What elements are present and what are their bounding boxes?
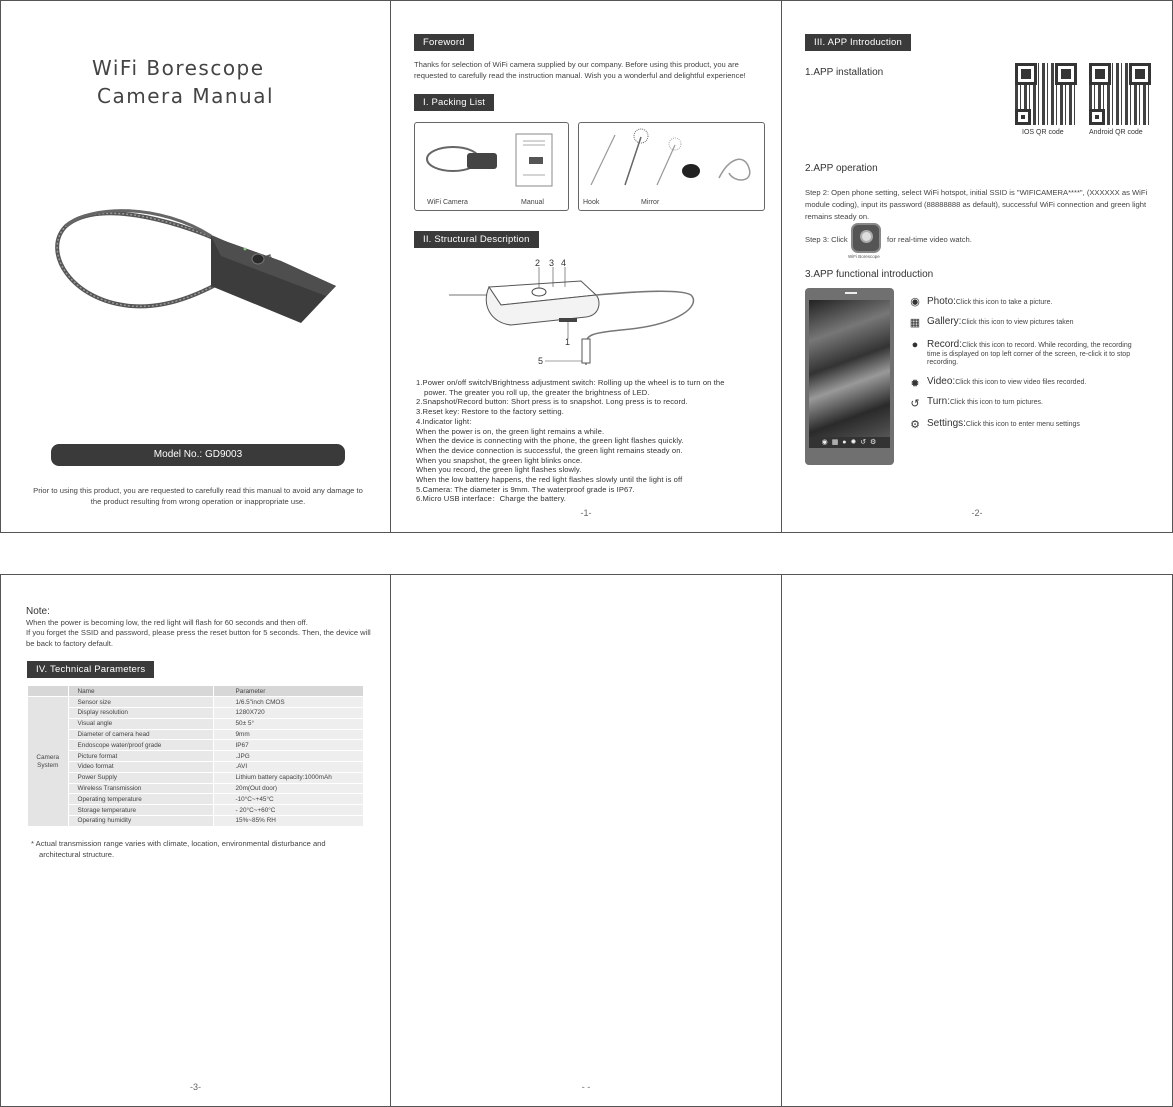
function-desc: Click this icon to take a picture. <box>955 299 1053 306</box>
diagram-label-1: 1 <box>565 337 571 347</box>
table-row <box>28 772 364 783</box>
packing-item-manual: Manual <box>521 199 544 206</box>
instruction-line: power. The greater you roll up, the greater the brightness of LED. <box>424 387 650 397</box>
table-cell: Display resolution <box>68 708 213 719</box>
table-cell: 9mm <box>213 729 364 740</box>
function-name: Turn: <box>927 396 950 407</box>
table-header-row <box>28 686 364 697</box>
table-cell: Power Supply <box>68 772 213 783</box>
table-row <box>28 816 364 827</box>
cover-disclaimer: Prior to using this product, you are requested to carefully read this manual to avoid any damage to the product resulting from wrong operation or inappropriate use. <box>33 486 363 506</box>
step-3-prefix: Step 3: Click <box>805 235 848 244</box>
android-qr-label: Android QR code <box>1089 129 1143 136</box>
table-cell: .AVI <box>213 762 364 773</box>
gallery-icon: ▦ <box>909 317 921 329</box>
page-5-blank <box>781 574 1173 1107</box>
model-number-badge <box>51 444 345 466</box>
page-2 <box>781 0 1173 533</box>
app-install-heading: 1.APP installation <box>805 67 884 78</box>
diagram-label-4: 4 <box>561 258 567 268</box>
instruction-line: When the power is on, the green light remains a while. <box>416 426 605 436</box>
diagram-label-2: 2 <box>535 258 541 268</box>
structural-title: II. Structural Description <box>414 231 539 248</box>
camera-icon: ◉ <box>910 296 920 308</box>
note-heading: Note: <box>26 606 50 617</box>
table-header-cell: Parameter <box>213 686 364 697</box>
table-cell: Diameter of camera head <box>68 729 213 740</box>
function-name: Record: <box>927 339 963 350</box>
table-cell: Wireless Transmission <box>68 783 213 794</box>
function-desc: Click this icon to view pictures taken <box>961 319 1074 326</box>
ios-qr-code <box>1015 63 1077 125</box>
instruction-line: 3.Reset key: Restore to the factory setting. <box>416 407 564 417</box>
table-row <box>28 697 364 708</box>
table-cell: Picture format <box>68 751 213 762</box>
foreword-title: Foreword <box>414 34 474 51</box>
function-desc: Click this icon to view video files recorded. <box>955 379 1087 386</box>
function-desc: Click this icon to enter menu settings <box>965 421 1080 428</box>
function-turn <box>927 398 1043 408</box>
packing-box-1 <box>414 122 569 211</box>
table-row <box>28 718 364 729</box>
app-functional-heading: 3.APP functional introduction <box>805 269 934 280</box>
instruction-line: 2.Snapshot/Record button: Short press is to snapshot. Long press is to record. <box>416 397 688 407</box>
function-record <box>927 341 1137 368</box>
step-3-suffix: for real-time video watch. <box>887 235 972 244</box>
table-row <box>28 794 364 805</box>
function-video <box>927 378 1086 388</box>
function-settings <box>927 420 1080 430</box>
table-row <box>28 729 364 740</box>
table-group-label: Camera System <box>28 697 68 827</box>
function-gallery <box>927 318 1074 328</box>
table-cell: Lithium battery capacity:1000mAh <box>213 772 364 783</box>
phone-toolbar: ◉ ▦ ● ✹ ↺ ⚙ <box>809 437 890 448</box>
function-name: Video: <box>927 376 956 387</box>
table-header-cell: Name <box>68 686 213 697</box>
borescope-camera-image <box>41 186 341 331</box>
function-desc: Click this icon to record. While recording, the recording time is displayed on top left corner of the screen, re-click it to stop recording. <box>927 342 1132 366</box>
accessories-thumbnail <box>579 123 764 198</box>
packing-item-camera: WiFi Camera <box>427 199 468 206</box>
table-row <box>28 740 364 751</box>
page-number: -3- <box>190 1082 201 1092</box>
instruction-line: When you record, the green light flashes slowly. <box>416 465 582 475</box>
function-name: Photo: <box>927 296 956 307</box>
instruction-line: When the low battery happens, the red light flashes slowly until the light is off <box>416 475 683 485</box>
app-icon-caption: WiFi Borescope <box>848 254 880 259</box>
table-cell: Operating temperature <box>68 794 213 805</box>
table-cell: Storage temperature <box>68 805 213 816</box>
table-cell: .JPG <box>213 751 364 762</box>
table-cell: 20m(Out door) <box>213 783 364 794</box>
page-1 <box>390 0 782 533</box>
record-icon: ● <box>911 339 919 351</box>
table-row <box>28 783 364 794</box>
instruction-line: 5.Camera: The diameter is 9mm. The waterproof grade is IP67. <box>416 484 635 494</box>
table-row <box>28 762 364 773</box>
rotate-icon: ↺ <box>910 398 920 410</box>
function-photo <box>927 298 1052 308</box>
packing-item-hook: Hook <box>583 199 600 206</box>
table-cell: 1/6.5"inch CMOS <box>213 697 364 708</box>
table-cell: Endoscope water/proof grade <box>68 740 213 751</box>
instruction-line: When the device is connecting with the phone, the green light flashes quickly. <box>416 436 684 446</box>
model-value: GD9003 <box>204 449 243 460</box>
packing-box-2 <box>578 122 765 211</box>
technical-parameters-table <box>28 686 364 827</box>
table-row <box>28 805 364 816</box>
table-cell: IP67 <box>213 740 364 751</box>
page-4 <box>390 574 782 1107</box>
gear-icon: ⚙ <box>910 419 920 431</box>
table-cell: Sensor size <box>68 697 213 708</box>
diagram-label-3: 3 <box>549 258 555 268</box>
phone-camera-view <box>809 300 890 437</box>
page-number: - - <box>581 1082 591 1092</box>
table-row <box>28 708 364 719</box>
page-number: -2- <box>971 508 983 518</box>
instruction-line: 4.Indicator light: <box>416 416 472 426</box>
function-name: Settings: <box>927 418 966 429</box>
camera-thumbnail <box>423 137 503 182</box>
structure-diagram <box>441 255 741 373</box>
table-cell: Visual angle <box>68 718 213 729</box>
cover-page <box>0 0 391 533</box>
instruction-line: 1.Power on/off switch/Brightness adjustment switch: Rolling up the wheel is to turn on the <box>416 378 725 387</box>
instruction-line: When you snapshot, the green light blinks once. <box>416 455 583 465</box>
ios-qr-label: IOS QR code <box>1022 129 1064 136</box>
table-cell: Video format <box>68 762 213 773</box>
tech-footnote: * Actual transmission range varies with climate, location, environmental disturbance and architectural structure. <box>31 839 326 859</box>
table-cell: 1280X720 <box>213 708 364 719</box>
note-line-1: When the power is becoming low, the red light will flash for 60 seconds and then off. <box>26 618 308 627</box>
foreword-text: Thanks for selection of WiFi camera supplied by our company. Before using this product, you are requested to carefully read the instruction manual. Wish you a wonderful and delightful experience! <box>414 60 746 80</box>
table-header-cell <box>28 686 68 697</box>
note-line-2: If you forget the SSID and password, please press the reset button for 5 seconds. Then, the device will be back to factory default. <box>26 628 371 648</box>
structural-instructions <box>416 378 776 504</box>
table-cell: Operating humidity <box>68 816 213 827</box>
app-operation-heading: 2.APP operation <box>805 163 878 174</box>
cover-title-line1: WiFi Borescope <box>92 56 265 80</box>
table-cell: - 20°C~+60°C <box>213 805 364 816</box>
step-2-text: Step 2: Open phone setting, select WiFi hotspot, initial SSID is "WIFICAMERA****", (XXXXXX as WiFi module coding), input its password (88888888 as default), successful WiFi connection and green light remains steady on. <box>805 188 1148 221</box>
packing-list-title: I. Packing List <box>414 94 494 111</box>
wifi-borescope-app-icon[interactable] <box>851 223 881 253</box>
cover-title-line2: Camera Manual <box>97 84 275 108</box>
app-intro-title: III. APP Introduction <box>805 34 911 51</box>
table-cell: 15%~85% RH <box>213 816 364 827</box>
film-reel-icon: ✹ <box>910 378 920 390</box>
table-row <box>28 751 364 762</box>
android-qr-code <box>1089 63 1151 125</box>
diagram-label-5: 5 <box>538 356 544 366</box>
function-name: Gallery: <box>927 316 962 327</box>
phone-mockup <box>805 288 894 465</box>
manual-thumbnail <box>515 133 555 189</box>
instruction-line: When the device connection is successful, the green light remains steady on. <box>416 445 683 455</box>
packing-item-mirror: Mirror <box>641 199 660 206</box>
table-cell: -10°C~+45°C <box>213 794 364 805</box>
function-desc: Click this icon to turn pictures. <box>949 399 1043 406</box>
model-label: Model No.: <box>153 449 203 460</box>
page-3 <box>0 574 391 1107</box>
page-number: -1- <box>580 508 592 518</box>
table-cell: 50± 5° <box>213 718 364 729</box>
tech-params-title: IV. Technical Parameters <box>27 661 154 678</box>
instruction-line: 6.Micro USB interface：Charge the battery. <box>416 494 566 504</box>
